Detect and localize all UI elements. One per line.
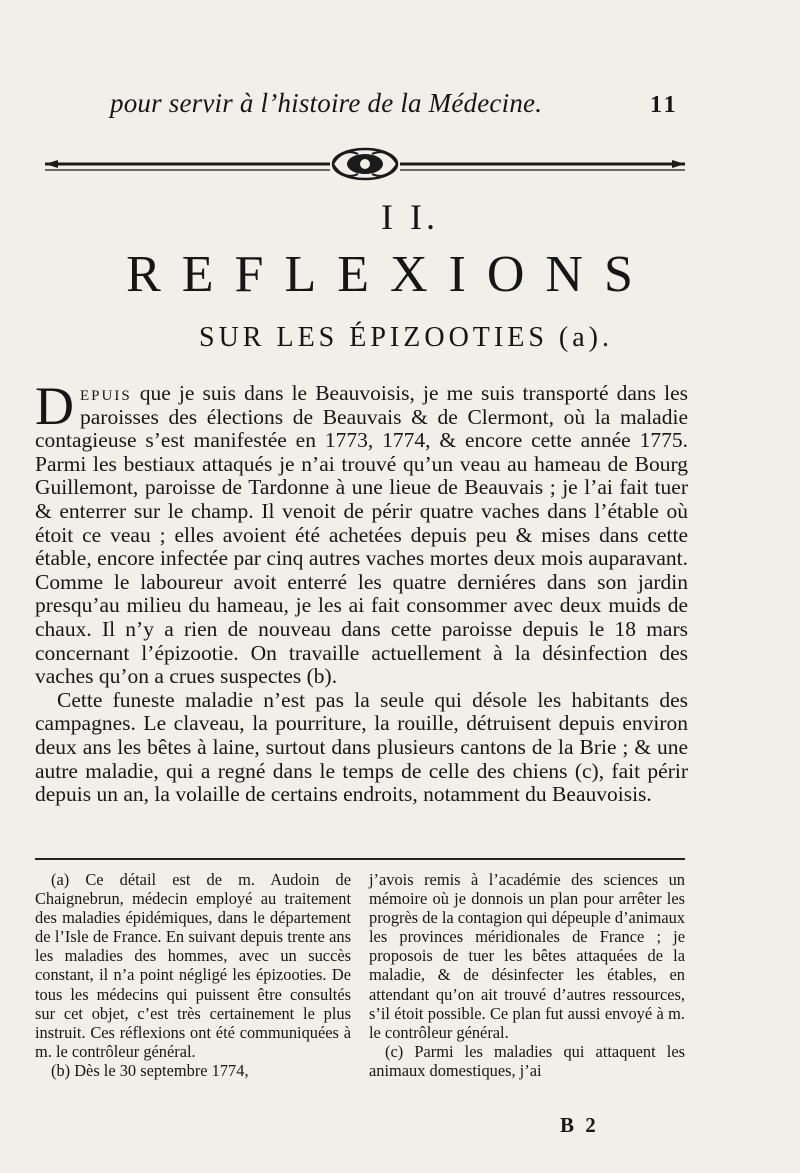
section-number: I I. xyxy=(381,197,439,237)
paragraph-1-text: que je suis dans le Beauvoisis, je me suis transporté dans les paroisses des élections de Beauvais & de Clermont, où la maladie contagieuse s’est manifestée en 1773, 1774, & encore cette année 1775. Parmi les bestiaux attaqués je n’ai trouvé qu’un veau au hameau de Bourg Guillemont, paroisse de Tardonne à une lieue de Beauvais ; je l’ai fait tuer & enterrer sur le champ. Il venoit de périr quatre vaches dans l’étable où étoit ce veau ; elles avoient été achetées depuis peu & mises dans cette étable, encore infectée par cinq autres vaches mortes deux mois auparavant. Comme le laboureur avoit enterré les quatre derniéres dans son jardin presqu’au milieu du hameau, je les ai fait consommer avec deux muids de chaux. Il n’y a rien de nouveau dans cette paroisse depuis le 18 mars concernant l’épizootie. On travaille actuellement à la désinfection des vaches qu’on a crues suspectes (b). xyxy=(35,381,688,689)
footnote-b-continued: j’avois remis à l’académie des sciences un mémoire où je donnois un plan pour arrêter les progrès de la contagion qui dépeuple d’animaux les provinces méridionales de France ; je proposois de tuer les bêtes attaquées de la maladie, & de désinfecter les étables, en attendant qu’on ait trouvé d’autres ressources, s’il étoit possible. Ce plan fut aussi envoyé à m. le contrôleur général. xyxy=(369,870,685,1042)
footnote-a: (a) Ce détail est de m. Audoin de Chaignebrun, médecin employé au traitement des maladies épidémiques, dans le département de l’Isle de France. En suivant depuis trente ans les maladies des hommes, avec un succès constant, il n’a point négligé les épizooties. De tous les médecins qui puissent être consultés sur cet objet, c’est très certainement le plus instruit. Ces réflexions ont été communiquées à m. le contrôleur général. xyxy=(35,870,351,1061)
ornamental-rule xyxy=(40,140,690,188)
subtitle: SUR LES ÉPIZOOTIES (a). xyxy=(199,322,613,353)
body-text xyxy=(35,376,688,807)
footnotes xyxy=(35,870,685,1080)
footnote-b-start: (b) Dès le 30 septembre 1774, xyxy=(51,1060,249,1080)
paragraph-2: Cette funeste maladie n’est pas la seule qui désole les habitants des campagnes. Le claveau, la pourriture, la rouille, détruisent depuis environ deux ans les bêtes à laine, surtout dans plusieurs cantons de la Brie ; & une autre maladie, qui a regné dans le temps de celle des chiens (c), fait périr depuis un an, la volaille de certains endroits, notamment du Beauvoisis. xyxy=(35,687,688,807)
opening-smallcaps: epuis xyxy=(80,381,132,405)
main-title: REFLEXIONS xyxy=(126,246,654,303)
footnote-rule xyxy=(35,858,685,860)
drop-cap: D xyxy=(35,376,74,436)
footnote-column-right xyxy=(369,870,685,1080)
footnote-c: (c) Parmi les maladies qui attaquent les animaux domestiques, j’ai xyxy=(369,1041,685,1080)
footnote-column-left xyxy=(35,870,351,1080)
page-number: 11 xyxy=(650,92,679,118)
paragraph-1 xyxy=(35,376,688,689)
running-head: pour servir à l’histoire de la Médecine. xyxy=(110,88,543,118)
signature-mark: B 2 xyxy=(560,1113,599,1137)
